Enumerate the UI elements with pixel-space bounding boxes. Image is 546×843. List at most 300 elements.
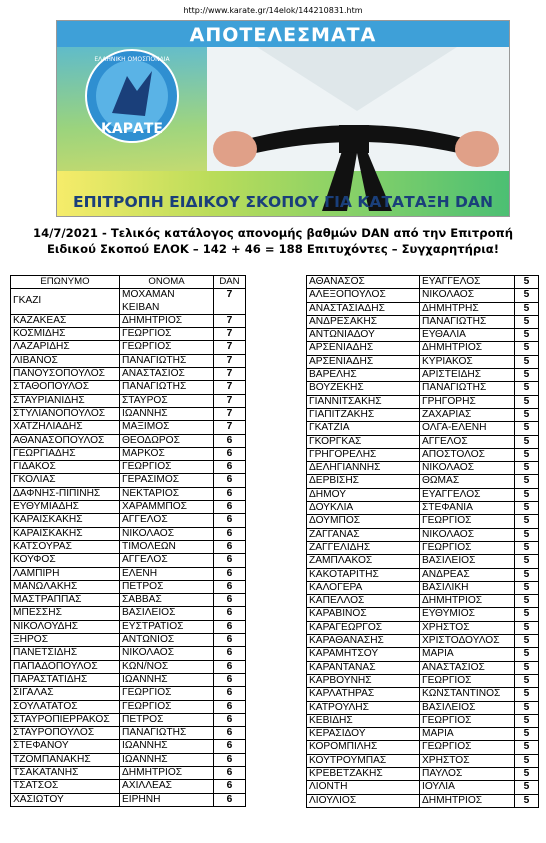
table-row xyxy=(307,329,539,342)
cell-surname: ΚΑΡΑΒΙΝΟΣ xyxy=(307,608,420,621)
cell-dan: 5 xyxy=(515,382,539,395)
cell-first-name: ΜΟΧΑΜΑΝ ΚΕΙΒΑΝ xyxy=(120,289,214,315)
cell-first-name: ΝΕΚΤΑΡΙΟΣ xyxy=(120,487,214,500)
cell-first-name: ΕΥΘΥΜΙΟΣ xyxy=(420,608,515,621)
table-row xyxy=(11,501,246,514)
cell-dan: 7 xyxy=(214,354,246,367)
cell-surname: ΔΗΜΟΥ xyxy=(307,488,420,501)
cell-dan: 7 xyxy=(214,328,246,341)
table-row xyxy=(307,621,539,634)
cell-first-name: ΜΑΡΚΟΣ xyxy=(120,447,214,460)
results-table-right xyxy=(306,275,539,808)
table-row xyxy=(11,647,246,660)
cell-first-name: ΔΗΜΗΤΡΙΟΣ xyxy=(120,766,214,779)
cell-first-name: ΓΕΩΡΓΙΟΣ xyxy=(120,700,214,713)
cell-dan: 5 xyxy=(515,621,539,634)
cell-first-name: ΟΛΓΑ-ΕΛΕΝΗ xyxy=(420,422,515,435)
cell-dan: 5 xyxy=(515,688,539,701)
cell-first-name: ΕΥΑΓΓΕΛΟΣ xyxy=(420,276,515,289)
cell-dan: 5 xyxy=(515,342,539,355)
cell-surname: ΑΝΔΡΕΣΑΚΗΣ xyxy=(307,315,420,328)
cell-dan: 5 xyxy=(515,488,539,501)
cell-dan: 5 xyxy=(515,355,539,368)
table-row xyxy=(307,315,539,328)
table-header-row xyxy=(11,276,246,289)
cell-dan: 5 xyxy=(515,581,539,594)
cell-surname: ΚΑΡΒΟΥΝΗΣ xyxy=(307,674,420,687)
cell-dan: 6 xyxy=(214,766,246,779)
cell-first-name: ΑΝΑΣΤΑΣΙΟΣ xyxy=(120,368,214,381)
results-banner xyxy=(56,20,510,217)
cell-dan: 6 xyxy=(214,434,246,447)
cell-surname: ΜΑΣΤΡΑΠΠΑΣ xyxy=(11,594,120,607)
cell-surname: ΚΑΡΑΘΑΝΑΣΗΣ xyxy=(307,635,420,648)
table-row xyxy=(307,581,539,594)
cell-dan: 7 xyxy=(214,289,246,315)
cell-dan: 7 xyxy=(214,407,246,420)
table-row xyxy=(11,487,246,500)
table-row xyxy=(307,595,539,608)
cell-dan: 5 xyxy=(515,794,539,807)
cell-surname: ΓΙΑΝΝΙΤΣΑΚΗΣ xyxy=(307,395,420,408)
table-row xyxy=(11,474,246,487)
table-row xyxy=(11,368,246,381)
cell-first-name: ΧΡΗΣΤΟΣ xyxy=(420,621,515,634)
cell-surname: ΓΙΑΠΙΤΖΑΚΗΣ xyxy=(307,408,420,421)
table-row xyxy=(11,341,246,354)
cell-first-name: ΠΕΤΡΟΣ xyxy=(120,580,214,593)
cell-dan: 5 xyxy=(515,302,539,315)
table-row xyxy=(307,701,539,714)
headline-line-2: Ειδικού Σκοπού ΕΛΟΚ – 142 + 46 = 188 Επιτυχόντες – Συγχαρητήρια! xyxy=(47,242,499,256)
cell-surname: ΣΟΥΛΑΤΑΤΟΣ xyxy=(11,700,120,713)
table-row xyxy=(11,447,246,460)
table-row xyxy=(307,568,539,581)
cell-dan: 5 xyxy=(515,435,539,448)
table-row xyxy=(307,435,539,448)
cell-dan: 5 xyxy=(515,502,539,515)
banner-title: ΑΠΟΤΕΛΕΣΜΑΤΑ xyxy=(189,24,377,46)
table-row xyxy=(307,608,539,621)
table-row xyxy=(11,407,246,420)
cell-first-name: ΔΗΜΗΤΡΙΟΣ xyxy=(420,794,515,807)
table-row xyxy=(307,342,539,355)
cell-dan: 6 xyxy=(214,700,246,713)
cell-dan: 5 xyxy=(515,555,539,568)
table-row xyxy=(307,688,539,701)
cell-surname: ΑΝΤΩΝΙΑΔΟΥ xyxy=(307,329,420,342)
table-row xyxy=(307,661,539,674)
cell-first-name: ΖΑΧΑΡΙΑΣ xyxy=(420,408,515,421)
banner-subtitle: ΕΠΙΤΡΟΠΗ ΕΙΔΙΚΟΥ ΣΚΟΠΟΥ ΓΙΑ ΚΑΤΑΤΑΞΗ DAN xyxy=(73,193,493,211)
table-row xyxy=(307,515,539,528)
cell-first-name: ΑΓΓΕΛΟΣ xyxy=(120,554,214,567)
cell-dan: 7 xyxy=(214,314,246,327)
cell-surname: ΑΝΑΣΤΑΣΙΑΔΗΣ xyxy=(307,302,420,315)
cell-surname: ΚΑΠΕΛΛΟΣ xyxy=(307,595,420,608)
cell-surname: ΣΤΑΥΡΟΠΟΥΛΟΣ xyxy=(11,727,120,740)
cell-dan: 6 xyxy=(214,673,246,686)
table-row xyxy=(11,554,246,567)
cell-surname: ΒΑΡΕΛΗΣ xyxy=(307,369,420,382)
cell-first-name: ΧΡΗΣΤΟΣ xyxy=(420,754,515,767)
cell-surname: ΚΑΡΑΝΤΑΝΑΣ xyxy=(307,661,420,674)
cell-first-name: ΕΥΑΓΓΕΛΟΣ xyxy=(420,488,515,501)
cell-first-name: ΓΕΩΡΓΙΟΣ xyxy=(420,515,515,528)
cell-surname: ΚΟΥΤΡΟΥΜΠΑΣ xyxy=(307,754,420,767)
table-row xyxy=(11,660,246,673)
table-row xyxy=(307,395,539,408)
table-row xyxy=(11,381,246,394)
table-row xyxy=(11,793,246,806)
cell-first-name: ΤΙΜΟΛΕΩΝ xyxy=(120,540,214,553)
cell-first-name: ΑΠΟΣΤΟΛΟΣ xyxy=(420,448,515,461)
table-row xyxy=(11,687,246,700)
cell-dan: 5 xyxy=(515,741,539,754)
cell-surname: ΚΑΖΑΚΕΑΣ xyxy=(11,314,120,327)
cell-first-name: ΘΕΟΔΩΡΟΣ xyxy=(120,434,214,447)
cell-first-name: ΕΙΡΗΝΗ xyxy=(120,793,214,806)
cell-first-name: ΧΑΡΑΜΜΠΟΣ xyxy=(120,501,214,514)
table-row xyxy=(307,276,539,289)
cell-first-name: ΙΩΑΝΝΗΣ xyxy=(120,753,214,766)
table-row xyxy=(307,462,539,475)
table-row xyxy=(11,700,246,713)
cell-first-name: ΜΑΞΙΜΟΣ xyxy=(120,421,214,434)
cell-surname: ΚΑΤΡΟΥΛΗΣ xyxy=(307,701,420,714)
table-row xyxy=(11,753,246,766)
cell-dan: 5 xyxy=(515,661,539,674)
table-row xyxy=(11,514,246,527)
cell-surname: ΧΑΤΖΗΛΙΑΔΗΣ xyxy=(11,421,120,434)
cell-dan: 6 xyxy=(214,687,246,700)
cell-first-name: ΠΕΤΡΟΣ xyxy=(120,713,214,726)
cell-dan: 5 xyxy=(515,635,539,648)
cell-dan: 6 xyxy=(214,447,246,460)
cell-first-name: ΜΑΡΙΑ xyxy=(420,728,515,741)
cell-first-name: ΠΑΝΑΓΙΩΤΗΣ xyxy=(420,382,515,395)
cell-surname: ΣΤΑΥΡΟΠΙΕΡΡΑΚΟΣ xyxy=(11,713,120,726)
cell-dan: 5 xyxy=(515,541,539,554)
table-row xyxy=(11,766,246,779)
table-row xyxy=(11,421,246,434)
cell-dan: 6 xyxy=(214,740,246,753)
cell-dan: 5 xyxy=(515,515,539,528)
table-row xyxy=(11,540,246,553)
cell-surname: ΓΚΑΖΙ xyxy=(11,289,120,315)
cell-dan: 5 xyxy=(515,276,539,289)
cell-first-name: ΔΗΜΗΤΡΙΟΣ xyxy=(420,342,515,355)
cell-first-name: ΓΕΡΑΣΙΜΟΣ xyxy=(120,474,214,487)
cell-surname: ΛΑΜΠΙΡΗ xyxy=(11,567,120,580)
cell-surname: ΖΑΓΓΑΝΑΣ xyxy=(307,528,420,541)
cell-first-name: ΙΟΥΛΙΑ xyxy=(420,781,515,794)
cell-dan: 5 xyxy=(515,674,539,687)
table-row xyxy=(11,527,246,540)
table-row xyxy=(307,728,539,741)
cell-surname: ΛΑΖΑΡΙΔΗΣ xyxy=(11,341,120,354)
cell-surname: ΓΚΑΤΖΙΑ xyxy=(307,422,420,435)
cell-surname: ΜΠΕΣΣΗΣ xyxy=(11,607,120,620)
cell-surname: ΚΑΡΑΓΕΩΡΓΟΣ xyxy=(307,621,420,634)
cell-first-name: ΑΝΤΩΝΙΟΣ xyxy=(120,634,214,647)
cell-surname: ΚΑΡΛΑΤΗΡΑΣ xyxy=(307,688,420,701)
cell-first-name: ΓΕΩΡΓΙΟΣ xyxy=(120,328,214,341)
table-row xyxy=(307,648,539,661)
cell-dan: 6 xyxy=(214,753,246,766)
cell-first-name: ΕΥΣΤΡΑΤΙΟΣ xyxy=(120,620,214,633)
table-row xyxy=(307,448,539,461)
cell-first-name: ΒΑΣΙΛΕΙΟΣ xyxy=(120,607,214,620)
table-row xyxy=(11,354,246,367)
cell-surname: ΝΙΚΟΛΟΥΔΗΣ xyxy=(11,620,120,633)
cell-dan: 6 xyxy=(214,527,246,540)
cell-surname: ΤΣΑΤΣΟΣ xyxy=(11,780,120,793)
cell-dan: 7 xyxy=(214,381,246,394)
cell-dan: 5 xyxy=(515,422,539,435)
table-row xyxy=(11,607,246,620)
table-row xyxy=(307,674,539,687)
cell-surname: ΔΑΦΝΗΣ-ΠΙΠΙΝΗΣ xyxy=(11,487,120,500)
table-row xyxy=(307,408,539,421)
cell-dan: 7 xyxy=(214,394,246,407)
cell-first-name: ΣΤΕΦΑΝΙΑ xyxy=(420,502,515,515)
cell-dan: 6 xyxy=(214,567,246,580)
cell-first-name: ΓΡΗΓΟΡΗΣ xyxy=(420,395,515,408)
cell-first-name: ΣΤΑΥΡΟΣ xyxy=(120,394,214,407)
results-table-left xyxy=(10,275,246,807)
cell-dan: 7 xyxy=(214,421,246,434)
cell-dan: 6 xyxy=(214,461,246,474)
cell-surname: ΠΑΝΕΤΣΙΔΗΣ xyxy=(11,647,120,660)
table-row xyxy=(307,541,539,554)
cell-surname: ΧΑΣΙΩΤΟΥ xyxy=(11,793,120,806)
cell-dan: 5 xyxy=(515,608,539,621)
table-row xyxy=(11,289,246,315)
cell-dan: 5 xyxy=(515,289,539,302)
table-row xyxy=(307,302,539,315)
cell-dan: 6 xyxy=(214,487,246,500)
cell-dan: 6 xyxy=(214,780,246,793)
table-row xyxy=(307,475,539,488)
cell-first-name: ΙΩΑΝΝΗΣ xyxy=(120,740,214,753)
cell-dan: 5 xyxy=(515,395,539,408)
announcement-headline xyxy=(0,225,546,257)
cell-first-name: ΠΑΥΛΟΣ xyxy=(420,767,515,780)
table-row xyxy=(11,314,246,327)
cell-dan: 5 xyxy=(515,329,539,342)
cell-surname: ΑΛΕΞΟΠΟΥΛΟΣ xyxy=(307,289,420,302)
table-row xyxy=(11,567,246,580)
table-row xyxy=(11,594,246,607)
cell-dan: 5 xyxy=(515,528,539,541)
logo-text: ΚΑΡΑΤΕ xyxy=(101,121,163,137)
headline-line-1: 14/7/2021 - Τελικός κατάλογος απονομής βαθμών DAN από την Επιτροπή xyxy=(33,226,513,240)
cell-dan: 5 xyxy=(515,701,539,714)
cell-first-name: ΑΡΙΣΤΕΙΔΗΣ xyxy=(420,369,515,382)
cell-dan: 5 xyxy=(515,781,539,794)
table-row xyxy=(11,434,246,447)
table-row xyxy=(307,555,539,568)
cell-surname: ΓΚΟΡΓΚΑΣ xyxy=(307,435,420,448)
cell-dan: 5 xyxy=(515,475,539,488)
cell-dan: 6 xyxy=(214,660,246,673)
cell-first-name: ΓΕΩΡΓΙΟΣ xyxy=(420,674,515,687)
header-first-name: ΟΝΟΜΑ xyxy=(120,276,214,289)
table-row xyxy=(307,794,539,807)
cell-surname: ΚΟΥΦΟΣ xyxy=(11,554,120,567)
cell-surname: ΖΑΓΓΕΛΙΔΗΣ xyxy=(307,541,420,554)
cell-dan: 6 xyxy=(214,554,246,567)
cell-dan: 5 xyxy=(515,648,539,661)
cell-dan: 5 xyxy=(515,714,539,727)
cell-first-name: ΑΝΔΡΕΑΣ xyxy=(420,568,515,581)
cell-first-name: ΓΕΩΡΓΙΟΣ xyxy=(120,341,214,354)
cell-first-name: ΠΑΝΑΓΙΩΤΗΣ xyxy=(420,315,515,328)
table-row xyxy=(307,422,539,435)
cell-surname: ΚΑΤΣΟΥΡΑΣ xyxy=(11,540,120,553)
cell-first-name: ΧΡΙΣΤΟΔΟΥΛΟΣ xyxy=(420,635,515,648)
table-row xyxy=(11,634,246,647)
cell-surname: ΚΑΚΟΤΑΡΙΤΗΣ xyxy=(307,568,420,581)
cell-surname: ΖΑΜΠΛΑΚΟΣ xyxy=(307,555,420,568)
cell-first-name: ΝΙΚΟΛΑΟΣ xyxy=(120,647,214,660)
cell-dan: 6 xyxy=(214,647,246,660)
cell-surname: ΜΑΝΩΛΑΚΗΣ xyxy=(11,580,120,593)
cell-dan: 6 xyxy=(214,727,246,740)
cell-first-name: ΠΑΝΑΓΙΩΤΗΣ xyxy=(120,381,214,394)
cell-first-name: ΓΕΩΡΓΙΟΣ xyxy=(420,714,515,727)
cell-dan: 6 xyxy=(214,514,246,527)
table-row xyxy=(307,741,539,754)
cell-surname: ΚΡΕΒΕΤΖΑΚΗΣ xyxy=(307,767,420,780)
cell-surname: ΔΟΥΜΠΟΣ xyxy=(307,515,420,528)
cell-dan: 6 xyxy=(214,634,246,647)
logo-ring-text: ΕΛΛΗΝΙΚΗ ΟΜΟΣΠΟΝΔΙΑ xyxy=(94,56,170,63)
cell-first-name: ΑΧΙΛΛΕΑΣ xyxy=(120,780,214,793)
table-row xyxy=(307,714,539,727)
cell-dan: 6 xyxy=(214,620,246,633)
cell-dan: 5 xyxy=(515,595,539,608)
table-row xyxy=(307,502,539,515)
table-row xyxy=(307,781,539,794)
cell-surname: ΑΘΑΝΑΣΟΣ xyxy=(307,276,420,289)
cell-surname: ΠΑΡΑΣΤΑΤΙΔΗΣ xyxy=(11,673,120,686)
cell-first-name: ΝΙΚΟΛΑΟΣ xyxy=(120,527,214,540)
cell-surname: ΞΗΡΟΣ xyxy=(11,634,120,647)
cell-dan: 6 xyxy=(214,540,246,553)
table-row xyxy=(307,289,539,302)
cell-dan: 6 xyxy=(214,607,246,620)
cell-dan: 6 xyxy=(214,501,246,514)
cell-surname: ΣΤΑΥΡΙΑΝΙΔΗΣ xyxy=(11,394,120,407)
cell-first-name: ΠΑΝΑΓΙΩΤΗΣ xyxy=(120,727,214,740)
cell-surname: ΚΑΡΑΙΣΚΑΚΗΣ xyxy=(11,514,120,527)
cell-surname: ΓΡΗΓΟΡΕΛΗΣ xyxy=(307,448,420,461)
cell-first-name: ΠΑΝΑΓΙΩΤΗΣ xyxy=(120,354,214,367)
cell-first-name: ΕΥΘΑΛΙΑ xyxy=(420,329,515,342)
cell-dan: 6 xyxy=(214,580,246,593)
header-dan: DAN xyxy=(214,276,246,289)
cell-dan: 5 xyxy=(515,315,539,328)
cell-surname: ΕΥΘΥΜΙΑΔΗΣ xyxy=(11,501,120,514)
cell-first-name: ΝΙΚΟΛΑΟΣ xyxy=(420,289,515,302)
cell-first-name: ΙΩΑΝΝΗΣ xyxy=(120,673,214,686)
table-row xyxy=(307,488,539,501)
cell-surname: ΣΤΕΦΑΝΟΥ xyxy=(11,740,120,753)
cell-first-name: ΔΗΜΗΤΡΗΣ xyxy=(420,302,515,315)
table-row xyxy=(11,580,246,593)
cell-first-name: ΑΓΓΕΛΟΣ xyxy=(120,514,214,527)
cell-first-name: ΕΛΕΝΗ xyxy=(120,567,214,580)
cell-first-name: ΒΑΣΙΛΕΙΟΣ xyxy=(420,701,515,714)
cell-surname: ΣΙΓΑΛΑΣ xyxy=(11,687,120,700)
cell-first-name: ΜΑΡΙΑ xyxy=(420,648,515,661)
table-row xyxy=(307,382,539,395)
table-row xyxy=(11,394,246,407)
cell-first-name: ΓΕΩΡΓΙΟΣ xyxy=(420,541,515,554)
cell-dan: 7 xyxy=(214,368,246,381)
cell-surname: ΤΖΟΜΠΑΝΑΚΗΣ xyxy=(11,753,120,766)
table-row xyxy=(307,635,539,648)
cell-dan: 6 xyxy=(214,713,246,726)
cell-surname: ΒΟΥΖΕΚΗΣ xyxy=(307,382,420,395)
cell-dan: 5 xyxy=(515,728,539,741)
cell-first-name: ΙΩΑΝΝΗΣ xyxy=(120,407,214,420)
banner-graphic xyxy=(57,21,509,216)
table-row xyxy=(307,767,539,780)
cell-first-name: ΣΑΒΒΑΣ xyxy=(120,594,214,607)
table-row xyxy=(11,328,246,341)
cell-dan: 5 xyxy=(515,754,539,767)
cell-dan: 5 xyxy=(515,369,539,382)
cell-surname: ΚΕΒΙΔΗΣ xyxy=(307,714,420,727)
cell-surname: ΠΑΝΟΥΣΟΠΟΥΛΟΣ xyxy=(11,368,120,381)
cell-surname: ΚΑΡΑΜΗΤΣΟΥ xyxy=(307,648,420,661)
cell-dan: 5 xyxy=(515,408,539,421)
cell-first-name: ΝΙΚΟΛΑΟΣ xyxy=(420,528,515,541)
header-surname: ΕΠΩΝΥΜΟ xyxy=(11,276,120,289)
cell-surname: ΚΟΣΜΙΔΗΣ xyxy=(11,328,120,341)
cell-surname: ΠΑΠΑΔΟΠΟΥΛΟΣ xyxy=(11,660,120,673)
cell-surname: ΔΕΡΒΙΣΗΣ xyxy=(307,475,420,488)
cell-dan: 5 xyxy=(515,448,539,461)
cell-surname: ΔΟΥΚΛΙΑ xyxy=(307,502,420,515)
cell-surname: ΔΕΛΗΓΙΑΝΝΗΣ xyxy=(307,462,420,475)
cell-surname: ΤΣΑΚΑΤΑΝΗΣ xyxy=(11,766,120,779)
table-row xyxy=(11,673,246,686)
table-row xyxy=(11,713,246,726)
cell-first-name: ΘΩΜΑΣ xyxy=(420,475,515,488)
cell-surname: ΣΤΑΘΟΠΟΥΛΟΣ xyxy=(11,381,120,394)
cell-surname: ΓΕΩΡΓΙΑΔΗΣ xyxy=(11,447,120,460)
cell-dan: 5 xyxy=(515,568,539,581)
cell-surname: ΑΘΑΝΑΣΟΠΟΥΛΟΣ xyxy=(11,434,120,447)
cell-surname: ΓΚΟΛΙΑΣ xyxy=(11,474,120,487)
cell-surname: ΑΡΣΕΝΙΑΔΗΣ xyxy=(307,355,420,368)
cell-first-name: ΑΓΓΕΛΟΣ xyxy=(420,435,515,448)
table-row xyxy=(307,355,539,368)
cell-first-name: ΝΙΚΟΛΑΟΣ xyxy=(420,462,515,475)
cell-surname: ΚΑΡΑΙΣΚΑΚΗΣ xyxy=(11,527,120,540)
cell-surname: ΚΑΛΟΓΕΡΑ xyxy=(307,581,420,594)
cell-first-name: ΔΗΜΗΤΡΙΟΣ xyxy=(120,314,214,327)
table-row xyxy=(11,740,246,753)
cell-dan: 6 xyxy=(214,474,246,487)
table-row xyxy=(11,620,246,633)
cell-first-name: ΓΕΩΡΓΙΟΣ xyxy=(120,461,214,474)
cell-first-name: ΚΩΝΣΤΑΝΤΙΝΟΣ xyxy=(420,688,515,701)
